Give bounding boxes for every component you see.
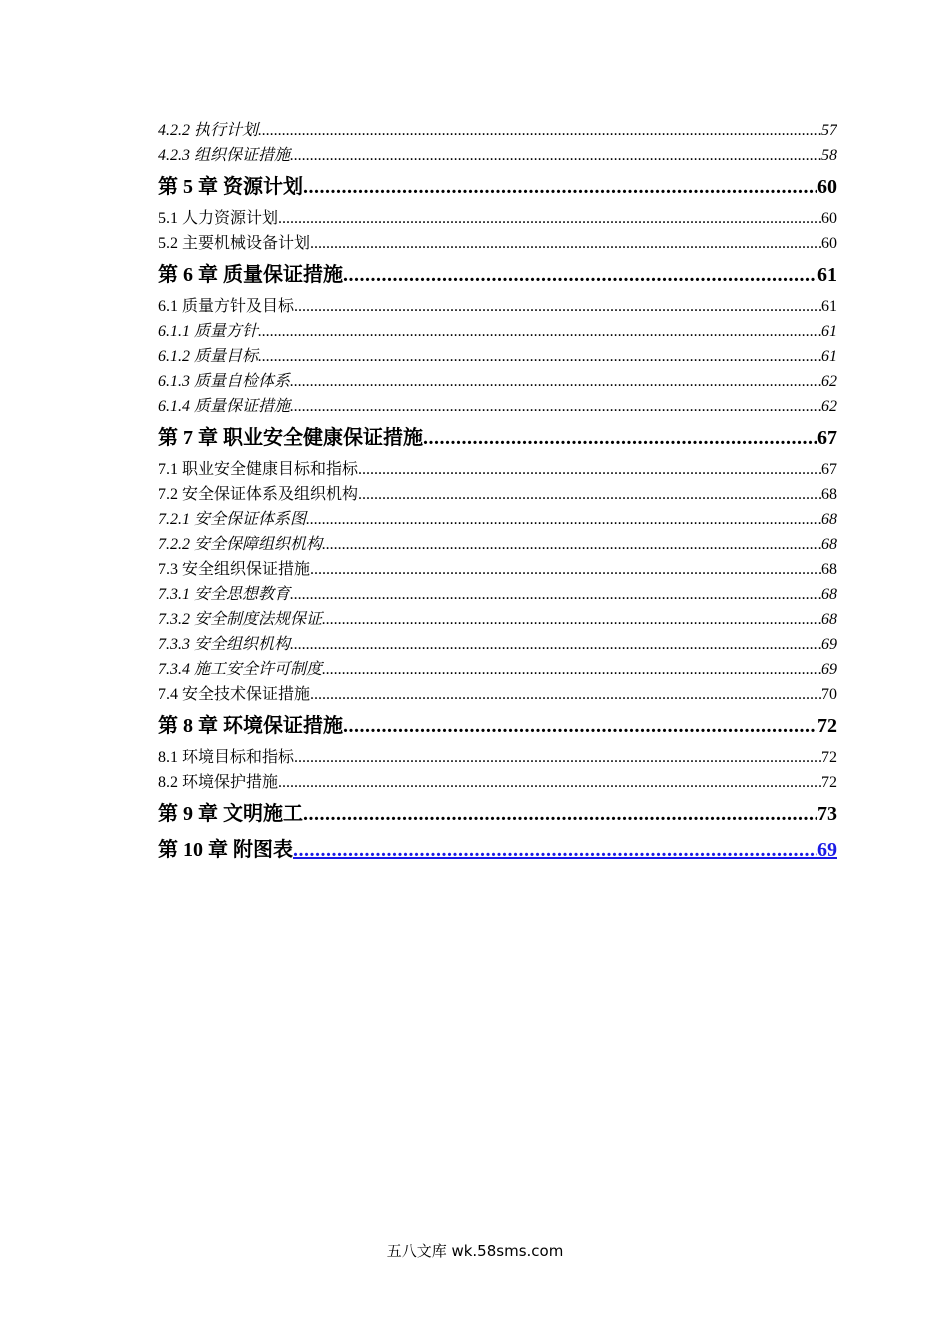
toc-dot-leader xyxy=(303,170,817,204)
toc-dot-leader xyxy=(303,797,817,831)
toc-page-number[interactable]: 69 xyxy=(817,839,837,861)
table-of-contents xyxy=(158,118,837,869)
toc-section-entry xyxy=(158,607,837,632)
toc-dot-leader xyxy=(294,294,821,319)
toc-page-number: 68 xyxy=(821,586,837,603)
toc-chapter-entry xyxy=(158,709,837,743)
toc-entry-label: 7.3.2 安全制度法规保证 xyxy=(158,611,323,628)
toc-page-number: 69 xyxy=(821,661,837,678)
toc-dot-leader xyxy=(423,421,817,455)
toc-entry-label: 8.1 环境目标和指标 xyxy=(158,749,295,766)
toc-page-number: 68 xyxy=(821,561,837,578)
toc-page-number: 72 xyxy=(817,715,837,737)
toc-page-number: 60 xyxy=(821,210,837,227)
toc-section-entry xyxy=(158,657,837,682)
toc-entry-label: 7.1 职业安全健康目标和指标 xyxy=(158,461,359,478)
toc-entry-label: 7.3 安全组织保证措施 xyxy=(158,561,311,578)
toc-page-number: 68 xyxy=(821,611,837,628)
page-footer: 五八文库 wk.58sms.com xyxy=(386,1242,564,1260)
toc-dot-leader xyxy=(322,657,821,682)
toc-entry-label: 8.2 环境保护措施 xyxy=(158,774,279,791)
toc-page-number: 58 xyxy=(821,147,837,164)
toc-entry-label: 7.3.3 安全组织机构 xyxy=(158,636,291,653)
toc-page-number: 68 xyxy=(821,486,837,503)
toc-page-number: 62 xyxy=(821,398,837,415)
toc-section-entry xyxy=(158,206,837,231)
toc-dot-leader xyxy=(358,457,821,482)
toc-section-entry xyxy=(158,482,837,507)
toc-dot-leader xyxy=(322,532,821,557)
toc-section-entry xyxy=(158,457,837,482)
toc-dot-leader xyxy=(306,507,821,532)
toc-chapter-entry xyxy=(158,797,837,831)
toc-dot-leader xyxy=(322,607,821,632)
toc-section-entry xyxy=(158,557,837,582)
toc-chapter-entry xyxy=(158,170,837,204)
toc-chapter-entry xyxy=(158,421,837,455)
toc-entry-label: 7.2 安全保证体系及组织机构 xyxy=(158,486,359,503)
toc-page-number: 72 xyxy=(821,749,837,766)
toc-entry-label: 7.2.2 安全保障组织机构 xyxy=(158,536,323,553)
toc-section-entry xyxy=(158,143,837,168)
toc-dot-leader xyxy=(358,482,821,507)
toc-entry-label: 4.2.2 执行计划 xyxy=(158,122,259,139)
toc-entry-label: 第 7 章 职业安全健康保证措施 xyxy=(158,427,423,449)
toc-entry-label: 6.1.2 质量目标 xyxy=(158,348,259,365)
toc-section-entry xyxy=(158,319,837,344)
toc-page-number: 68 xyxy=(821,536,837,553)
toc-page-number: 60 xyxy=(821,235,837,252)
toc-chapter-entry xyxy=(158,258,837,292)
toc-entry-label: 第 10 章 附图表 xyxy=(158,839,293,861)
toc-dot-leader xyxy=(290,582,821,607)
toc-page-number: 61 xyxy=(821,348,837,365)
toc-entry-label: 第 9 章 文明施工 xyxy=(158,803,303,825)
toc-dot-leader xyxy=(310,682,821,707)
toc-entry-label: 5.1 人力资源计划 xyxy=(158,210,279,227)
toc-dot-leader xyxy=(278,770,821,795)
toc-entry-label: 6.1.1 质量方针 xyxy=(158,323,259,340)
toc-section-entry xyxy=(158,294,837,319)
toc-page-number: 61 xyxy=(821,323,837,340)
toc-entry-label: 6.1.3 质量自检体系 xyxy=(158,373,291,390)
toc-dot-leader xyxy=(258,319,821,344)
toc-entry-label: 7.2.1 安全保证体系图 xyxy=(158,511,307,528)
toc-section-entry xyxy=(158,394,837,419)
toc-page-number: 72 xyxy=(821,774,837,791)
toc-dot-leader xyxy=(290,394,821,419)
toc-dot-leader xyxy=(290,632,821,657)
toc-dot-leader xyxy=(310,231,821,256)
toc-section-entry xyxy=(158,507,837,532)
toc-entry-label: 6.1 质量方针及目标 xyxy=(158,298,295,315)
toc-entry-label: 7.4 安全技术保证措施 xyxy=(158,686,311,703)
toc-page-number: 69 xyxy=(821,636,837,653)
toc-entry-label: 第 5 章 资源计划 xyxy=(158,176,303,198)
toc-page-number: 70 xyxy=(821,686,837,703)
toc-section-entry xyxy=(158,369,837,394)
toc-entry-label: 第 8 章 环境保证措施 xyxy=(158,715,343,737)
toc-section-entry xyxy=(158,770,837,795)
toc-dot-leader xyxy=(293,833,817,867)
toc-entry-label: 第 6 章 质量保证措施 xyxy=(158,264,343,286)
toc-entry-label: 5.2 主要机械设备计划 xyxy=(158,235,311,252)
toc-page-number: 57 xyxy=(821,122,837,139)
toc-dot-leader xyxy=(258,118,821,143)
toc-section-entry xyxy=(158,745,837,770)
toc-entry-label: 7.3.4 施工安全许可制度 xyxy=(158,661,323,678)
toc-section-entry xyxy=(158,118,837,143)
toc-section-entry xyxy=(158,582,837,607)
toc-dot-leader xyxy=(343,258,817,292)
toc-dot-leader xyxy=(258,344,821,369)
toc-section-entry xyxy=(158,231,837,256)
toc-section-entry xyxy=(158,344,837,369)
toc-chapter-entry[interactable] xyxy=(158,833,837,867)
toc-dot-leader xyxy=(343,709,817,743)
toc-dot-leader xyxy=(310,557,821,582)
toc-dot-leader xyxy=(290,369,821,394)
toc-page-number: 67 xyxy=(821,461,837,478)
toc-dot-leader xyxy=(294,745,821,770)
toc-section-entry xyxy=(158,532,837,557)
toc-section-entry xyxy=(158,682,837,707)
toc-page-number: 68 xyxy=(821,511,837,528)
toc-page-number: 62 xyxy=(821,373,837,390)
toc-page-number: 61 xyxy=(821,298,837,315)
toc-entry-label: 7.3.1 安全思想教育 xyxy=(158,586,291,603)
toc-entry-label: 4.2.3 组织保证措施 xyxy=(158,147,291,164)
toc-page-number: 61 xyxy=(817,264,837,286)
toc-dot-leader xyxy=(290,143,821,168)
toc-page-number: 67 xyxy=(817,427,837,449)
toc-page-number: 73 xyxy=(817,803,837,825)
toc-page-number: 60 xyxy=(817,176,837,198)
toc-entry-label: 6.1.4 质量保证措施 xyxy=(158,398,291,415)
toc-section-entry xyxy=(158,632,837,657)
toc-dot-leader xyxy=(278,206,821,231)
